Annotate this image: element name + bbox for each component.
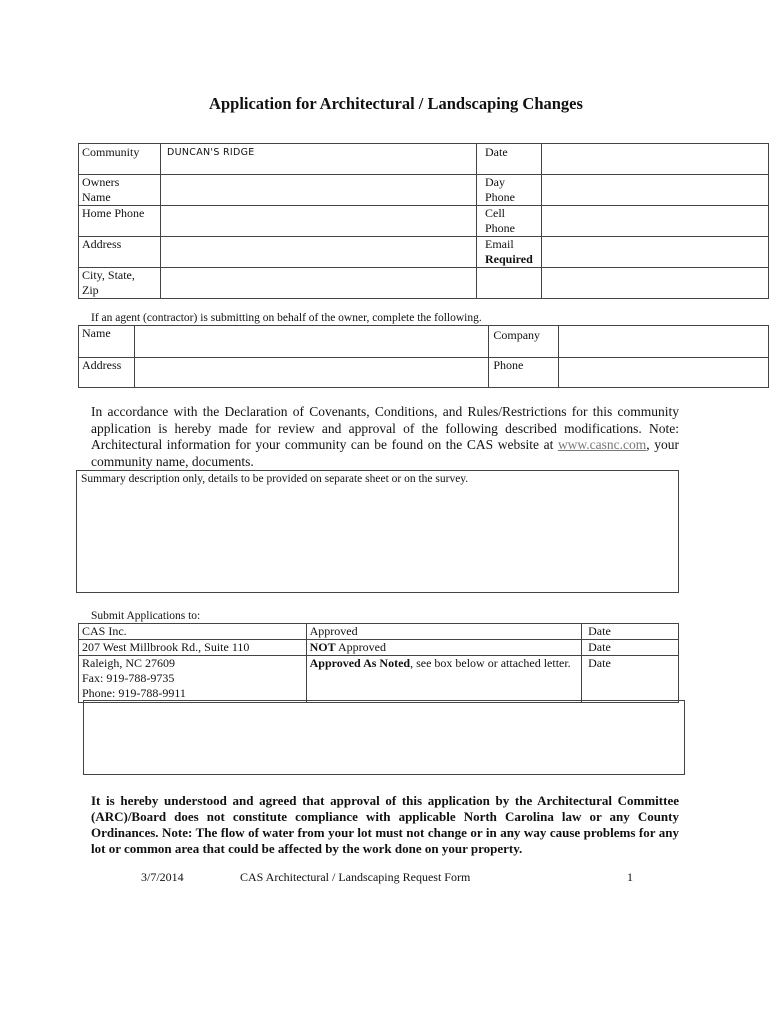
agent-phone-field[interactable] [559,358,769,388]
community-label: Community [79,144,161,175]
city-label-line1: City, State, [82,268,135,282]
city-label [79,268,161,299]
cas-contact [79,656,307,703]
agent-phone-label: Phone [489,358,559,388]
email-field[interactable] [542,237,769,268]
owners-name-label [79,175,161,206]
day-phone-label-line2: Phone [485,190,515,204]
approval-notes-box[interactable] [83,700,685,775]
email-required-note: Required [485,252,533,266]
home-phone-label: Home Phone [79,206,161,237]
cell-phone-label-line2: Phone [485,221,515,235]
owners-name-field[interactable] [161,175,477,206]
approved-option[interactable]: Approved [306,624,582,640]
address-label: Address [79,237,161,268]
agent-intro: If an agent (contractor) is submitting on behalf of the owner, complete the following. [91,312,482,324]
blank-cell [477,268,542,299]
owners-name-label-line2: Name [82,190,111,204]
email-label [477,237,542,268]
blank-cell [542,268,769,299]
approved-date: Date [582,624,679,640]
cell-phone-field[interactable] [542,206,769,237]
summary-label: Summary description only, details to be provided on separate sheet or on the survey. [81,473,469,485]
agent-table [78,325,769,388]
not-approved-option[interactable] [306,640,582,656]
as-noted-bold: Approved As Noted [309,656,411,670]
cell-phone-label [477,206,542,237]
cas-phone: Phone: 919-788-9911 [82,686,186,700]
not-bold: NOT [309,640,336,654]
day-phone-field[interactable] [542,175,769,206]
owners-name-label-line1: Owners [82,175,120,189]
submit-heading: Submit Applications to: [91,610,201,622]
declaration-text-end: , your community name, documents. [91,437,680,469]
footer-form-name: CAS Architectural / Landscaping Request Form [240,870,471,884]
agent-company-field[interactable] [559,326,769,358]
address-field[interactable] [161,237,477,268]
community-field[interactable] [161,144,477,175]
cas-street: 207 West Millbrook Rd., Suite 110 [79,640,307,656]
cas-city: Raleigh, NC 27609 [82,656,175,670]
agent-address-label: Address [79,358,135,388]
email-label-text: Email [485,237,514,251]
as-noted-text: , see box below or attached letter. [410,656,571,670]
footer-date: 3/7/2014 [141,870,184,884]
agent-address-field[interactable] [134,358,488,388]
cell-phone-label-line1: Cell [485,206,505,220]
not-approved-date: Date [582,640,679,656]
footer-page-number: 1 [627,870,633,884]
approved-as-noted-option[interactable] [306,656,582,703]
not-approved-text: Approved [335,640,386,654]
cas-org: CAS Inc. [79,624,307,640]
page-title: Application for Architectural / Landscaping Changes [209,94,583,113]
agent-name-label: Name [79,326,135,358]
date-field[interactable] [542,144,769,175]
cas-website-link[interactable]: www.casnc.com [557,437,647,452]
day-phone-label-line1: Day [485,175,505,189]
home-phone-field[interactable] [161,206,477,237]
date-label: Date [477,144,542,175]
owner-info-table [78,143,769,299]
community-value: DUNCAN'S RIDGE [167,147,255,158]
day-phone-label [477,175,542,206]
disclaimer-paragraph: It is hereby understood and agreed that approval of this application by the Architectural Committee (ARC)/Board does not constitute compliance with applicable North Carolina law or any County Ordinances. Note: The flow of water from your lot must not change or in any way cause problems for any lot or common area that could be affected by the work done on your property. [91,793,679,856]
summary-description-box[interactable] [76,470,679,593]
agent-name-field[interactable] [134,326,488,358]
city-label-line2: Zip [82,283,99,297]
as-noted-date: Date [582,656,679,703]
declaration-text: In accordance with the Declaration of Covenants, Conditions, and Rules/Restrictions for this community application is hereby made for review and approval of the following described modifications. Note: Architectural information for your community can be found on the CAS website at [91,404,679,452]
city-field[interactable] [161,268,477,299]
agent-company-label: Company [489,326,559,358]
submit-approval-table [78,623,679,703]
cas-fax: Fax: 919-788-9735 [82,671,175,685]
declaration-paragraph [91,404,679,470]
